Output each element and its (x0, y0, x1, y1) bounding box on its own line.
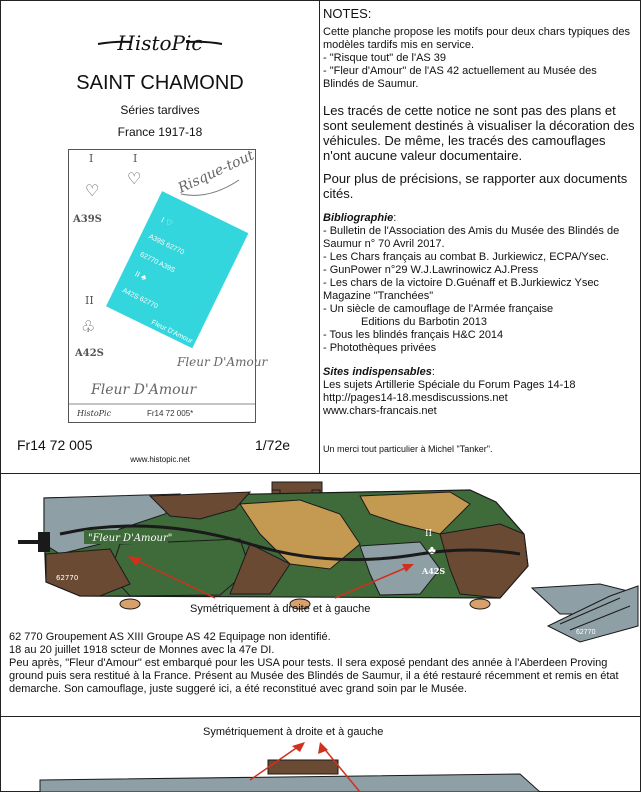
notes-heading: NOTES: (323, 6, 372, 21)
tank-code-marking: A42S (422, 566, 446, 576)
tank-profile-risque-tout (0, 740, 641, 792)
bibliography-item: - Tous les blindés français H&C 2014 (323, 329, 504, 341)
notes-intro: Cette planche propose les motifs pour deux chars typiques des modèles tardifs mis en service. (323, 26, 630, 51)
cyan-decal-block (106, 191, 248, 348)
bibliography-item: - GunPower n°29 W.J.Lawrinowicz AJ.Press (323, 264, 539, 276)
roof-hatch (268, 760, 338, 774)
logo-text: HistoPic (117, 31, 203, 55)
sites-heading: Sites indispensables: (323, 366, 435, 378)
bibliography-item: - Les chars de la victoire D.Guénaff et B.Jurkiewicz Ysec Magazine "Tranchées" (323, 277, 599, 302)
decal-tank2-name-b: Fleur D'Amour (91, 382, 197, 398)
notes-bullet-2: - "Fleur d'Amour" de l'AS 42 actuellement au Musée des Blindés de Saumur. (323, 65, 597, 90)
bibliography-item: Editions du Barbotin 2013 (361, 316, 487, 328)
bibliography-item: - Un siècle de camouflage de l'Armée française (323, 303, 554, 315)
tank-number-marking: II (425, 529, 433, 539)
decal-tank2-code: A42S (75, 348, 104, 359)
decal-tank1-code: A39S (73, 214, 102, 225)
product-panel (0, 0, 320, 473)
profile-history (9, 631, 633, 696)
decal-tank2-number: II (85, 294, 94, 307)
heart-icon: ♡ (85, 183, 100, 200)
bibliography-item: - Les Chars français au combat B. Jurkiewicz, ECPA/Ysec. (323, 251, 609, 263)
symmetry-caption: Symétriquement à droite et à gauche (190, 603, 371, 615)
svg-text:A42S 62770: A42S 62770 (121, 287, 159, 311)
site-item: Les sujets Artillerie Spéciale du Forum Pages 14-18 (323, 379, 576, 391)
bibliography-heading: Bibliographie: (323, 212, 397, 224)
notes-disclaimer: Les tracés de cette notice ne sont pas des plans et sont seulement destinés à visualiser la décoration des véhicules. De même, les tracés des camouflages n'ont aucune valeur documentaire. (323, 103, 635, 163)
product-scale: 1/72e (255, 437, 291, 453)
svg-text:II ♣: II ♣ (133, 269, 149, 283)
notes-reference: Pour plus de précisions, se rapporter aux documents cités. (323, 171, 628, 201)
decal-sheet-preview (68, 147, 268, 423)
svg-text:I ♡: I ♡ (159, 215, 175, 229)
website-link[interactable]: www.histopic.net (130, 455, 190, 464)
svg-text:62770: 62770 (576, 629, 596, 636)
history-line-2: 18 au 20 juillet 1918 scteur de Monnes avec la 47e DI. (9, 644, 275, 656)
decal-sheet-art (69, 147, 268, 422)
decal-tank1-number-a: I (89, 152, 94, 165)
sheet-code: Fr14 72 005* (147, 409, 194, 418)
svg-text:Fleur D'Amour: Fleur D'Amour (150, 319, 194, 346)
bibliography-item: - Bulletin de l'Association des Amis du Musée des Blindés de Saumur n° 70 Avril 2017. (323, 225, 620, 250)
histopic-logo (96, 28, 224, 58)
product-code: Fr14 72 005 (17, 437, 93, 453)
bibliography-item: - Photothèques privées (323, 342, 437, 354)
history-line-1: 62 770 Groupement AS XIII Groupe AS 42 Equipage non identifié. (9, 631, 331, 643)
svg-text:62770 A39S: 62770 A39S (138, 251, 176, 275)
site-link[interactable]: http://pages14-18.mesdiscussions.net (323, 392, 508, 404)
history-line-3: Peu après, "Fleur d'Amour" est embarqué pour les USA pour tests. Il sera exposé pendant des année à l'Aberdeen Proving ground puis sera restitué à la France. Présent au Musée des Blindés de Saumur, il a été restauré récemment et remis en état demarche. Son camouflage, juste suggeré ici, a été reconstitué avec grand soin par le Musée. (9, 657, 619, 695)
sheet-logo: HistoPic (77, 409, 112, 418)
tank-name-marking: "Fleur D'Amour" (88, 533, 173, 544)
heart-icon: ♡ (127, 171, 142, 188)
thanks-note: Un merci tout particulier à Michel "Tanker". (323, 444, 493, 454)
tank-serial-marking: 62770 (56, 574, 79, 582)
decal-tank1-name: Risque-tout (175, 147, 257, 197)
site-link[interactable]: www.chars-francais.net (323, 405, 437, 417)
section-divider-bottom (0, 716, 641, 717)
club-icon: ♣ (428, 543, 436, 557)
svg-text:A39S 62770: A39S 62770 (147, 233, 186, 257)
club-icon: ♧ (81, 319, 96, 336)
decal-tank2-name-a: Fleur D'Amour (177, 355, 268, 369)
product-subtitle: Séries tardives (120, 103, 200, 117)
notes-bullet-1: - "Risque tout" de l'AS 39 (323, 52, 447, 64)
product-period: France 1917-18 (117, 125, 203, 139)
symmetry-caption-2: Symétriquement à droite et à gauche (203, 726, 384, 738)
decal-tank1-number-b: I (133, 152, 138, 165)
product-title: SAINT CHAMOND (76, 72, 244, 94)
notes-panel (323, 6, 635, 418)
